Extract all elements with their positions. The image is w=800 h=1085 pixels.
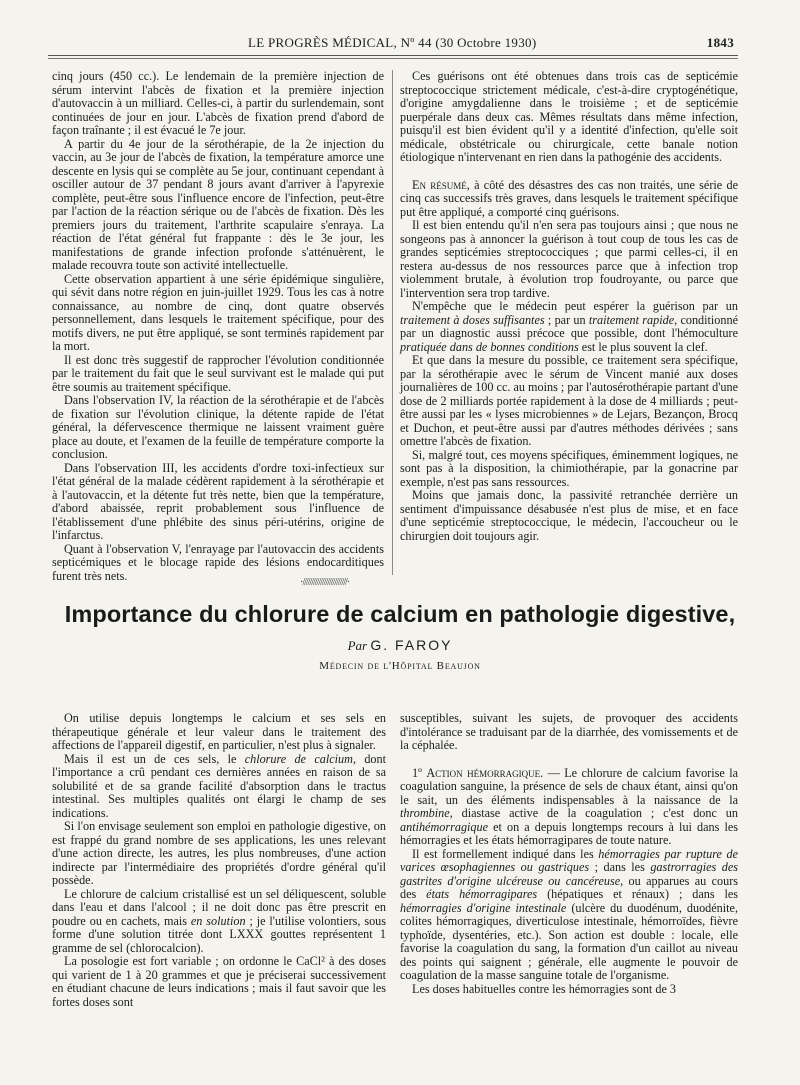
running-head	[48, 35, 734, 55]
top-left-column	[52, 70, 384, 583]
section-heading: Action hémorragique	[426, 765, 541, 780]
author-name: G. FAROY	[370, 637, 453, 653]
journal-title: LE PROGRÈS MÉDICAL, Nº 44 (30 Octobre 1930)	[248, 35, 537, 50]
paragraph: La posologie est fort variable ; on ordonne le CaCl² à des doses qui varient de 1 à 20 grammes et que je préciserai successivement en étudiant chacune de leurs indications ; mais il faut savoir que les fortes doses sont	[52, 954, 386, 1009]
paragraph: Si l'on envisage seulement son emploi en pathologie digestive, on est frappé du grand nombre de ses applications, les unes relevant d'une action directe, les autres, les plus nombreuses, d'une action indirecte par l'intermédiaire des propriétés d'ordre général qu'il possède.	[52, 819, 386, 887]
paragraph: On utilise depuis longtemps le calcium et ses sels en thérapeutique générale et leur valeur dans le traitement des affections de l'appareil digestif, en particulier, n'est plus à signaler.	[52, 711, 386, 752]
section-heading-paragraph: 1º Action hémorragique. — Le chlorure de calcium favorise la coagulation sanguine, la présence de sels de chaux étant, ainsi qu'on le sait, un des éléments indispensables à la naissance de la thrombine, diastase active de la coagulation ; c'est donc un antihémorragique et on a depuis longtemps recours à lui dans les hémorragies et les états hémorragipares de toute nature.	[400, 765, 739, 847]
page-number: 1843	[706, 35, 734, 50]
byline	[0, 637, 800, 654]
paragraph: Il est donc très suggestif de rapprocher l'évolution conditionnée par le traitement du fait que le seul survivant est le malade qui put être soumis au traitement spécifique.	[52, 352, 384, 394]
article-title: Importance du chlorure de calcium en pathologie digestive,	[64, 601, 736, 627]
author-affiliation: Médecin de l'Hôpital Beaujon	[319, 660, 481, 672]
header-rule-secondary	[48, 58, 738, 59]
paragraph: Le chlorure de calcium cristallisé est un sel déliquescent, soluble dans l'eau et dans l'alcool ; il ne doit donc pas être prescrit en poudre ou en cachets, mais en solution ; je l'utilise volontiers, sous forme d'une solution titrée dont LXXX gouttes représentent 1 gramme de sel (chlorocalcion).	[52, 886, 386, 955]
paragraph: Moins que jamais donc, la passivité retranchée derrière un sentiment d'impuissance désabusée n'est plus de mise, et en face d'une septicémie streptococcique, le médecin, l'accoucheur ou le chirurgien doit toujours agir.	[400, 488, 738, 543]
paragraph: Dans l'observation III, les accidents d'ordre toxi-infectieux sur l'état général de la malade cédèrent rapidement à la sérothérapie et à l'autovaccin, et la détente fut très nette, bien que la température, d'abord abaissée, reprit probablement sous l'influence de l'établissement d'une phlébite des sinus péri-utérins, origine de l'infarctus.	[52, 460, 384, 542]
paragraph: Ces guérisons ont été obtenues dans trois cas de septicémie streptococcique strictement médicale, c'est-à-dire cryptogénétique, d'origine amygdalienne dans le troisième ; et de septicémie puerpérale dans deux cas. Mêmes résultats dans même infection, puisqu'il est bien évident qu'il y a identité d'infection, qu'elle soit médicale, obstétricale ou chirurgicale, cette banale notion étiologique n'intervenant en rien dans la pathogénie des accidents.	[400, 69, 738, 164]
paragraph: Dans l'observation IV, la réaction de la sérothérapie et de l'abcès de fixation sur l'évolution clinique, la détente rapide de l'état général, la défervescence thermique ne laissent vraiment guère place au doute, et l'examen de la feuille de température comporte la conclusion.	[52, 393, 384, 461]
bottom-right-column	[400, 712, 738, 996]
paragraph: Si, malgré tout, ces moyens spécifiques, éminemment logiques, ne sont pas à la disposition, la chimiothérapie, par la gonacrine par exemple, n'est pas sans ressources.	[400, 447, 738, 489]
column-divider	[392, 70, 393, 575]
paragraph: Et que dans la mesure du possible, ce traitement sera spécifique, par la sérothérapie avec le sérum de Vincent manié aux doses journalières de 100 cc. au moins ; par l'autosérothérapie partant d'une dose de 2 milliards portée rapidement à la dose de 4 milliards ; peut-être aussi par les « lyses microbiennes » de Lejars, Bezançon, Brocq et Duchon, et peut-être aussi par d'autres méthodes dérivées ; sans omettre l'abcès de fixation.	[400, 353, 738, 448]
paragraph: A partir du 4e jour de la sérothérapie, de la 2e injection du vaccin, au 3e jour de l'abcès de fixation, la température amorce une descente en lysis qui se complète au 5e jour, continuant cependant à osciller autour de 37 pendant 8 jours avant d'arriver à l'apyrexie complète, peut-être sous l'influence encore de l'infection, peut-être par l'action de la réaction sérique ou de l'abcès de fixation. Dès les premiers jours du traitement, l'arthrite scapulaire s'enraya. La réaction de l'état général fut frappante : dès le 3e jour, les manifestations de grande infection profonde s'atténuèrent, le malade recouvra toute son activité intellectuelle.	[52, 136, 384, 272]
byline-prefix: Par	[347, 638, 368, 653]
paragraph: Les doses habituelles contre les hémorragies sont de 3	[412, 981, 676, 996]
summary-paragraph: En résumé, à côté des désastres des cas non traités, une série de cinq cas successifs très graves, dans lesquels le traitement spécifique put être appliqué, a comporté cinq guérisons.	[400, 177, 738, 219]
bottom-left-column	[52, 712, 386, 1009]
header-rule	[48, 55, 738, 56]
paragraph: Quant à l'observation V, l'enrayage par l'autovaccin des accidents septicémiques et le blocage rapide des lésions endocarditiques furent très nets.	[52, 541, 384, 583]
summary-lead: En résumé	[412, 177, 467, 192]
paragraph: cinq jours (450 cc.). Le lendemain de la première injection de sérum intervint l'abcès de fixation et la première injection d'autovaccin à un milliard. Celles-ci, à partir du surlendemain, sont continuées de jour en jour. L'abcès de fixation prend d'abord de façon traînante ; il est évacué le 7e jour.	[52, 69, 384, 137]
paragraph: Il est bien entendu qu'il n'en sera pas toujours ainsi ; que nous ne songeons pas à annoncer la guérison à tout coup de tous les cas de grandes septicémies streptococciques ; que parmi celles-ci, il en restera au-dessus de nos ressources parce que à infection trop violemment brutale, à évolution trop foudroyante, ou parce que l'intervention sera trop tardive.	[400, 218, 738, 300]
paragraph: Il est formellement indiqué dans les hémorragies par rupture de varices œsophagiennes ou gastriques ; dans les gastrorragies des gastrites d'origine ulcéreuse ou cancéreuse, ou apparues au cours des états hémorragipares (hépatiques et rénaux) ; dans les hémorragies d'origine intestinale (ulcère du duodénum, duodénite, colites hémorragiques, diverticulose intestinale, hémorroïdes, fièvre typhoïde, dysentéries, etc.). Son action est double : locale, elle favorise la coagulation du sang, la formation d'un caillot au niveau des points qui saignent ; générale, elle augmente le pouvoir de coagulation de la masse sanguine totale de l'organisme.	[400, 846, 739, 982]
paragraph: N'empêche que le médecin peut espérer la guérison par un traitement à doses suffisantes ; par un traitement rapide, conditionné par un diagnostic aussi précoce que possible, dont l'hémoculture pratiquée dans de bonnes conditions est le plus souvent la clef.	[400, 299, 738, 354]
section-ornament: ·/////////////////////////·	[300, 577, 350, 587]
paragraph: Mais il est un de ces sels, le chlorure de calcium, dont l'importance a crû pendant ces dernières années en raison de sa solubilité et de sa grande facilité d'absorption dans le tractus intestinal. Ses multiples qualités ont élargi le champ de ses indications.	[52, 751, 386, 820]
paragraph: Cette observation appartient à une série épidémique singulière, qui sévit dans notre région en juin-juillet 1929. Tous les cas à notre connaissance, au nombre de cinq, dont quatre observés personnellement, dans lesquels le traitement spécifique, pour des motifs divers, ne put être appliqué, se sont terminés rapidement par la mort.	[52, 271, 384, 353]
top-right-column	[400, 70, 738, 543]
paragraph: susceptibles, suivant les sujets, de provoquer des accidents d'intolérance se traduisant par de la diarrhée, des vomissements et de la céphalée.	[400, 711, 738, 752]
